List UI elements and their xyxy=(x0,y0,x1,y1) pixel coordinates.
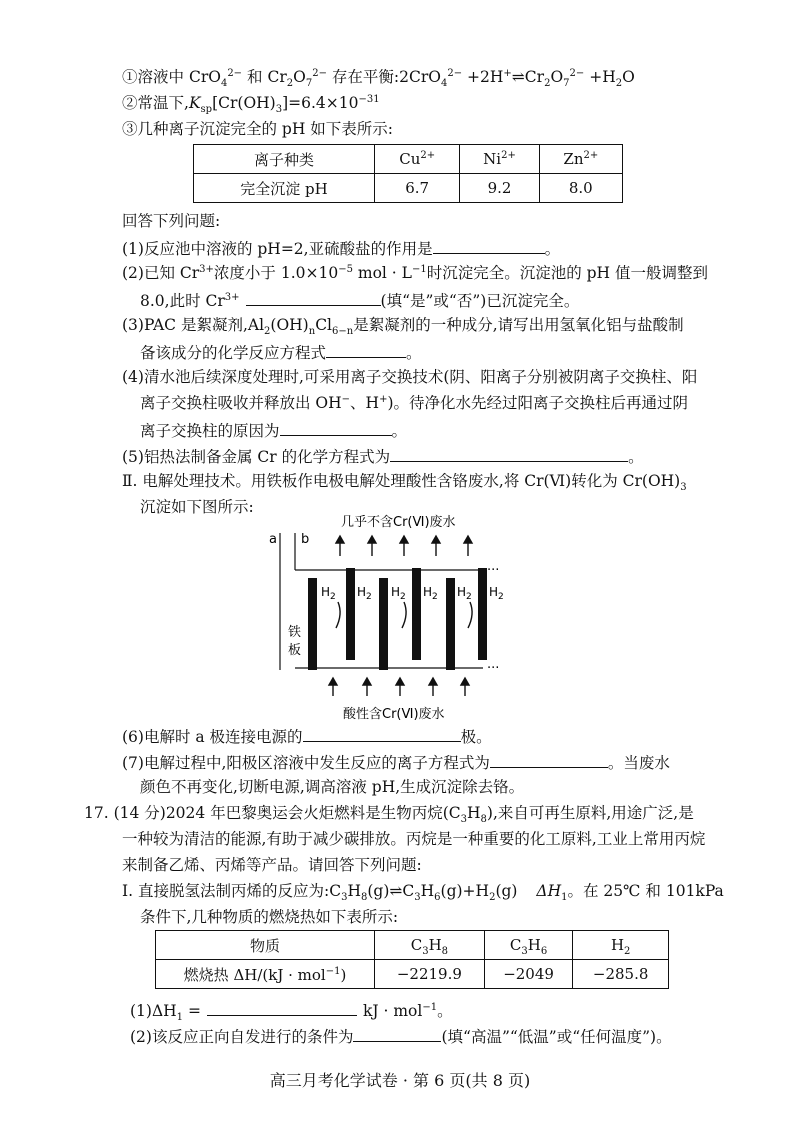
gas-arrows xyxy=(336,602,483,628)
h2-label: $H_2$ xyxy=(423,585,438,602)
c3h6-h: H xyxy=(527,936,541,954)
q16-1 xyxy=(122,236,560,260)
q16-4-end: 。 xyxy=(391,422,408,440)
q17-p1-g2: (g)+H xyxy=(440,882,490,900)
q16-3-sub1: 2 xyxy=(264,326,271,338)
up-arrow-icon xyxy=(400,536,408,556)
note-1-s2-sub1: 2 xyxy=(286,78,294,90)
q17-p1-b: 。在 25℃ 和 101kPa xyxy=(567,882,724,900)
answer-blank[interactable] xyxy=(353,1024,441,1042)
q16-1-end: 。 xyxy=(544,240,561,258)
q16-intro: 回答下列问题: xyxy=(122,212,221,230)
note-1-eq-right-o: O xyxy=(550,68,564,86)
cu-charge: 2+ xyxy=(420,150,436,161)
note-1-s2-o: O xyxy=(293,68,306,86)
h2-label: $H_2$ xyxy=(357,585,372,602)
q16-5-end: 。 xyxy=(628,448,644,466)
heat-label-b: ) xyxy=(340,965,347,984)
note-2-expr-sub: 3 xyxy=(275,104,283,116)
table-cell xyxy=(484,931,573,960)
note-1-lead: ①溶液中 xyxy=(122,68,185,86)
q17-a1-h: H xyxy=(466,804,481,822)
q17-p1-h1: H xyxy=(347,882,361,900)
table-cell: 6.7 xyxy=(375,174,460,203)
q17-1 xyxy=(130,998,453,1022)
iron-plate xyxy=(379,578,388,670)
q16-4c xyxy=(140,418,407,442)
c3h8-h: H xyxy=(428,936,442,954)
q17-a1-sub1: 3 xyxy=(460,814,467,826)
q17-p2: 条件下,几种物质的燃烧热如下表所示: xyxy=(140,908,399,926)
q16-3-d: 是絮凝剂的一种成分,请写出用氢氧化铝与盐酸制 xyxy=(353,316,684,334)
note-1-eq-right-sup: 2− xyxy=(569,67,585,79)
q16-2-e-sup: 3+ xyxy=(224,291,240,303)
label-a: a xyxy=(269,532,277,547)
h2-label: $H_2$ xyxy=(489,585,504,602)
c3h8-c: C xyxy=(410,936,423,954)
q17-2-text: (2)该反应正向自发进行的条件为 xyxy=(130,1028,354,1046)
note-3: ③几种离子沉淀完全的 pH 如下表所示: xyxy=(122,120,394,138)
table-cell xyxy=(573,931,669,960)
ni-symbol: Ni xyxy=(483,150,502,168)
q17-1-end: 。 xyxy=(437,1002,453,1020)
table-cell: 物质 xyxy=(156,931,375,960)
iron-label-1: 铁 xyxy=(288,625,302,640)
heat-label-a: 燃烧热 ΔH/(kJ · mol xyxy=(183,965,326,984)
q16-3-sub3: 6−n xyxy=(332,326,354,338)
table-cell xyxy=(375,931,485,960)
q16-3-e: 备该成分的化学反应方程式 xyxy=(140,344,327,362)
note-1 xyxy=(122,66,635,88)
table-cell: 8.0 xyxy=(539,174,622,203)
q17-1-text: (1)ΔH xyxy=(130,1002,177,1020)
up-arrow-icon xyxy=(363,678,371,696)
ni-charge: 2+ xyxy=(501,150,516,161)
c3h6-c: C xyxy=(509,936,522,954)
table-cell: −285.8 xyxy=(573,960,669,989)
note-2-ksub: sp xyxy=(200,104,213,116)
part-ii-a-text: Ⅱ. 电解处理技术。用铁板作电极电解处理酸性含铬废水,将 Cr(Ⅵ)转化为 Cr(OH) xyxy=(122,472,681,490)
heat-label-sup: −1 xyxy=(325,965,341,977)
q17-p1-s3: 3 xyxy=(414,892,421,904)
diagram-bottom-label: 酸性含Cr(Ⅵ)废水 xyxy=(343,707,445,722)
note-1-eq-right-sub2: 7 xyxy=(563,78,570,90)
q16-3b xyxy=(140,340,422,364)
q17-a3: 来制备乙烯、丙烯等产品。请回答下列问题: xyxy=(122,856,422,874)
q17-p1-h2: H xyxy=(420,882,435,900)
q17-p1-g3: (g) xyxy=(495,882,518,900)
tank-top-dots: ··· xyxy=(487,563,500,578)
q16-2a xyxy=(122,262,708,284)
q16-2-d: 时沉淀完全。沉淀池的 pH 值一般调整到 xyxy=(426,264,708,282)
table-row xyxy=(156,931,669,960)
q16-4b xyxy=(140,392,688,414)
note-1-eq-tail-sub: 2 xyxy=(615,78,623,90)
note-2-expr-tail: ]=6.4×10 xyxy=(282,94,359,112)
h2-label: $H_2$ xyxy=(391,585,406,602)
up-arrow-icon xyxy=(396,678,404,696)
answer-blank[interactable] xyxy=(326,340,406,358)
table-cell: 9.2 xyxy=(460,174,539,203)
note-2 xyxy=(122,92,380,114)
q16-4-b-sup1: − xyxy=(341,393,351,405)
q16-3a xyxy=(122,314,684,336)
q16-2-f: (填“是”或“否”)已沉淀完全。 xyxy=(380,292,580,310)
answer-blank[interactable] xyxy=(207,998,357,1016)
note-2-expr: [Cr(OH) xyxy=(212,94,276,112)
table-cell: −2219.9 xyxy=(375,960,485,989)
note-1-eq-left-sup: 2− xyxy=(447,67,463,79)
note-1-mid: 存在平衡: xyxy=(331,68,400,86)
q16-7-a: (7)电解过程中,阳极区溶液中发生反应的离子方程式为 xyxy=(122,754,490,772)
diagram-top-label: 几乎不含Cr(Ⅵ)废水 xyxy=(341,515,456,530)
equilibrium-arrow-icon: ⇌ xyxy=(511,68,525,86)
table-cell xyxy=(156,960,375,989)
answer-blank[interactable] xyxy=(490,750,608,768)
table-cell: 完全沉淀 pH xyxy=(194,174,375,203)
q17-p1-s5: 2 xyxy=(489,892,496,904)
h2-h: H xyxy=(610,936,625,954)
h2-label: $H_2$ xyxy=(457,585,472,602)
q17-p1-s1: 3 xyxy=(341,892,348,904)
q17-p1-s4: 6 xyxy=(434,892,441,904)
q16-2-a: (2)已知 Cr xyxy=(122,264,200,282)
q16-2-b-sup: −5 xyxy=(338,263,353,275)
up-arrow-icon xyxy=(336,536,344,556)
q16-4-b3: )。待净化水先经过阳离子交换柱后再通过阴 xyxy=(387,394,689,412)
note-2-exp: −31 xyxy=(358,93,380,105)
iron-plate xyxy=(446,578,455,670)
q17-p1-s2: 8 xyxy=(360,892,368,904)
q16-2b xyxy=(140,288,579,312)
table-cell xyxy=(460,145,539,174)
bottom-arrows xyxy=(329,678,469,696)
q16-2-c-sup: −1 xyxy=(411,263,427,275)
q17-p1-g1: (g) xyxy=(367,882,390,900)
note-1-s1-sup: 2− xyxy=(227,67,243,79)
q16-7b: 颜色不再变化,切断电源,调高溶液 pH,生成沉淀除去铬。 xyxy=(140,778,525,796)
c3h8-s2: 8 xyxy=(441,946,449,957)
q16-6 xyxy=(122,724,492,748)
note-1-s2-sup: 2− xyxy=(312,67,327,79)
note-2-k: K xyxy=(188,94,201,112)
q16-2-a-sup: 3+ xyxy=(199,263,214,275)
q16-3-a: (3)PAC 是絮凝剂,Al xyxy=(122,316,265,334)
q17-1-sub: 1 xyxy=(176,1012,184,1024)
note-1-eq-tail-o: O xyxy=(622,68,635,86)
q16-4-b2: 、H xyxy=(350,394,380,412)
q16-4-b-sup2: + xyxy=(379,393,388,405)
electrolysis-diagram xyxy=(265,510,525,732)
table-cell xyxy=(539,145,622,174)
table-cell: −2049 xyxy=(484,960,573,989)
q17-p1 xyxy=(122,880,724,902)
note-1-eq-right: Cr xyxy=(524,68,545,86)
equilibrium-arrow-icon: ⇌ xyxy=(389,882,403,900)
h2-s: 2 xyxy=(624,946,631,957)
q16-5-text: (5)铝热法制备金属 Cr 的化学方程式为 xyxy=(122,448,391,466)
answer-blank[interactable] xyxy=(433,236,545,254)
tank-bottom-dots: ··· xyxy=(487,661,500,676)
table-row xyxy=(194,145,623,174)
c3h8-s1: 3 xyxy=(422,946,429,957)
note-1-eq-plus-sup: + xyxy=(503,67,512,79)
q16-4-b: 离子交换柱吸收并释放出 OH xyxy=(140,394,342,412)
table-cell xyxy=(375,145,460,174)
page-footer: 高三月考化学试卷 · 第 6 页(共 8 页) xyxy=(269,1071,531,1090)
q16-7a xyxy=(122,750,670,774)
q17-a1-sub2: 8 xyxy=(480,814,487,826)
curved-arrow-icon xyxy=(336,602,340,628)
q16-3-end: 。 xyxy=(406,344,422,362)
q17-p1-a: I. 直接脱氢法制丙烯的反应为:C xyxy=(122,882,342,900)
q17-a1-text: 17. (14 分)2024 年巴黎奥运会火炬燃料是生物丙烷(C xyxy=(84,804,461,822)
note-1-eq-tail: +H xyxy=(589,68,616,86)
q16-5 xyxy=(122,444,644,468)
note-1-s1-sub: 4 xyxy=(220,78,228,90)
q17-a1 xyxy=(84,802,694,824)
q17-1-eq: = xyxy=(183,1002,201,1020)
c3h6-s2: 6 xyxy=(540,946,548,957)
up-arrow-icon xyxy=(464,536,472,556)
zn-charge: 2+ xyxy=(583,150,599,161)
note-1-s2-sub2: 7 xyxy=(305,78,313,90)
q16-6-text: (6)电解时 a 极连接电源的 xyxy=(122,728,303,746)
answer-blank[interactable] xyxy=(280,418,392,436)
q16-2-b: 浓度小于 1.0×10 xyxy=(213,264,339,282)
curved-arrow-icon xyxy=(402,602,406,628)
c3h6-s1: 3 xyxy=(521,946,528,957)
up-arrow-icon xyxy=(329,678,337,696)
table-row xyxy=(156,960,669,989)
up-arrow-icon xyxy=(429,678,437,696)
answer-blank[interactable] xyxy=(246,288,381,306)
h2-label: $H_2$ xyxy=(321,585,336,602)
part-ii-sub: 3 xyxy=(680,482,687,494)
q16-1-text: (1)反应池中溶液的 pH=2,亚硫酸盐的作用是 xyxy=(122,240,433,258)
note-1-species-1: CrO xyxy=(188,68,221,86)
note-1-eq-right-sub1: 2 xyxy=(544,78,551,90)
answer-blank[interactable] xyxy=(303,724,461,742)
q16-4a: (4)清水池后续深度处理时,可采用离子交换技术(阴、阳离子分别被阴离子交换柱、阳 xyxy=(122,368,698,386)
note-2-lead: ②常温下, xyxy=(122,94,189,112)
q17-a1-b: ),来自可再生原料,用途广泛,是 xyxy=(486,804,694,822)
iron-plate xyxy=(308,578,317,670)
iron-plates xyxy=(308,568,487,670)
table-cell: 离子种类 xyxy=(194,145,375,174)
curved-arrow-icon xyxy=(468,602,472,628)
q17-p1-c2: C xyxy=(402,882,415,900)
q17-1-unit-sup: −1 xyxy=(422,1001,438,1013)
q17-p1-dh: ΔH xyxy=(536,882,562,900)
note-1-and: 和 xyxy=(247,68,263,86)
q17-2 xyxy=(130,1024,672,1048)
top-arrows xyxy=(336,536,472,556)
combustion-heat-table xyxy=(155,930,669,989)
answer-blank[interactable] xyxy=(390,444,628,462)
note-1-eq-left-sub: 4 xyxy=(440,78,448,90)
label-b: b xyxy=(301,532,310,547)
q17-p1-dh-sub: 1 xyxy=(561,892,568,904)
q17-1-unit: kJ · mol xyxy=(362,1002,423,1020)
q16-2-e: 8.0,此时 Cr xyxy=(140,292,225,310)
q16-3-sub2: n xyxy=(308,326,316,338)
cu-symbol: Cu xyxy=(399,150,421,168)
zn-symbol: Zn xyxy=(563,150,584,168)
q17-a2: 一种较为清洁的能源,有助于减少碳排放。丙烷是一种重要的化工原料,工业上常用丙烷 xyxy=(122,830,706,848)
note-1-eq-left: 2CrO xyxy=(399,68,441,86)
iron-label-2: 板 xyxy=(288,643,302,658)
q16-3-b: (OH) xyxy=(270,316,309,334)
note-1-species-2: Cr xyxy=(267,68,287,86)
up-arrow-icon xyxy=(432,536,440,556)
part-ii-b: 沉淀如下图所示: xyxy=(140,498,254,516)
ion-ph-table xyxy=(193,144,623,203)
part-ii-a xyxy=(122,470,687,492)
note-1-eq-plus: +2H xyxy=(467,68,504,86)
q16-4-c: 离子交换柱的原因为 xyxy=(140,422,280,440)
up-arrow-icon xyxy=(461,678,469,696)
q17-2-end: (填“高温”“低温”或“任何温度”)。 xyxy=(441,1028,672,1046)
q16-7-a-end: 。当废水 xyxy=(607,754,670,772)
q16-2-c: mol · L xyxy=(352,264,412,282)
q16-6-end: 极。 xyxy=(460,728,492,746)
up-arrow-icon xyxy=(368,536,376,556)
table-row xyxy=(194,174,623,203)
q16-3-c: Cl xyxy=(315,316,333,334)
